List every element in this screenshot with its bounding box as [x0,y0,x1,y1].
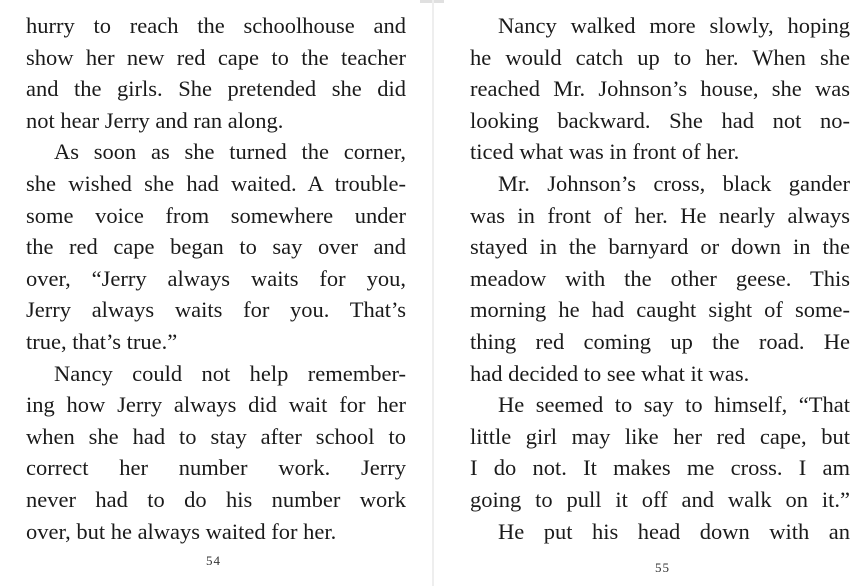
text-line: looking backward. She had not no- [470,107,850,133]
text-line: had decided to see what it was. [470,360,750,386]
text-line: when she had to stay after school to [26,423,406,449]
text-line: going to pull it off and walk on it.” [470,486,850,512]
text-line: He put his head down with an [498,518,850,544]
text-line: meadow with the other geese. This [470,265,850,291]
text-line: Mr. Johnson’s cross, black gander [498,170,850,196]
text-line: never had to do his number work [26,486,406,512]
text-line: the red cape began to say over and [26,234,406,260]
text-line: ing how Jerry always did wait for her [26,392,406,418]
text-line: morning he had caught sight of some- [470,297,850,323]
text-line: He seemed to say to himself, “That [498,392,850,418]
page-number-left: 54 [206,553,221,568]
text-line: he would catch up to her. When she [470,44,850,70]
text-line: show her new red cape to the teacher [26,44,406,70]
text-line: over, but he always waited for her. [26,518,337,544]
text-line: Jerry always waits for you. That’s [26,297,406,323]
text-line: As soon as she turned the corner, [54,139,406,165]
text-line: stayed in the barnyard or down in the [470,234,850,260]
text-line: true, that’s true.” [26,328,178,354]
text-line: thing red coming up the road. He [470,328,850,354]
text-line: ticed what was in front of her. [470,139,740,165]
text-line: reached Mr. Johnson’s house, she was [470,76,850,102]
text-line: she wished she had waited. A trouble- [26,170,406,196]
text-line: Nancy could not help remember- [54,360,406,386]
text-line: was in front of her. He nearly always [470,202,850,228]
right-page-text [470,10,850,547]
text-line: some voice from somewhere under [26,202,406,228]
text-line: Nancy walked more slowly, hoping [498,13,850,38]
left-page-text [26,10,406,547]
text-line: I do not. It makes me cross. I am [470,455,850,481]
text-line: over, “Jerry always waits for you, [26,265,406,291]
text-line: little girl may like her red cape, but [470,423,850,449]
text-line: hurry to reach the schoolhouse and [26,13,406,38]
text-line: correct her number work. Jerry [26,455,406,481]
text-line: and the girls. She pretended she did [26,76,406,102]
right-page [433,0,866,586]
text-line: not hear Jerry and ran along. [26,107,284,133]
page-number-right: 55 [655,560,670,575]
